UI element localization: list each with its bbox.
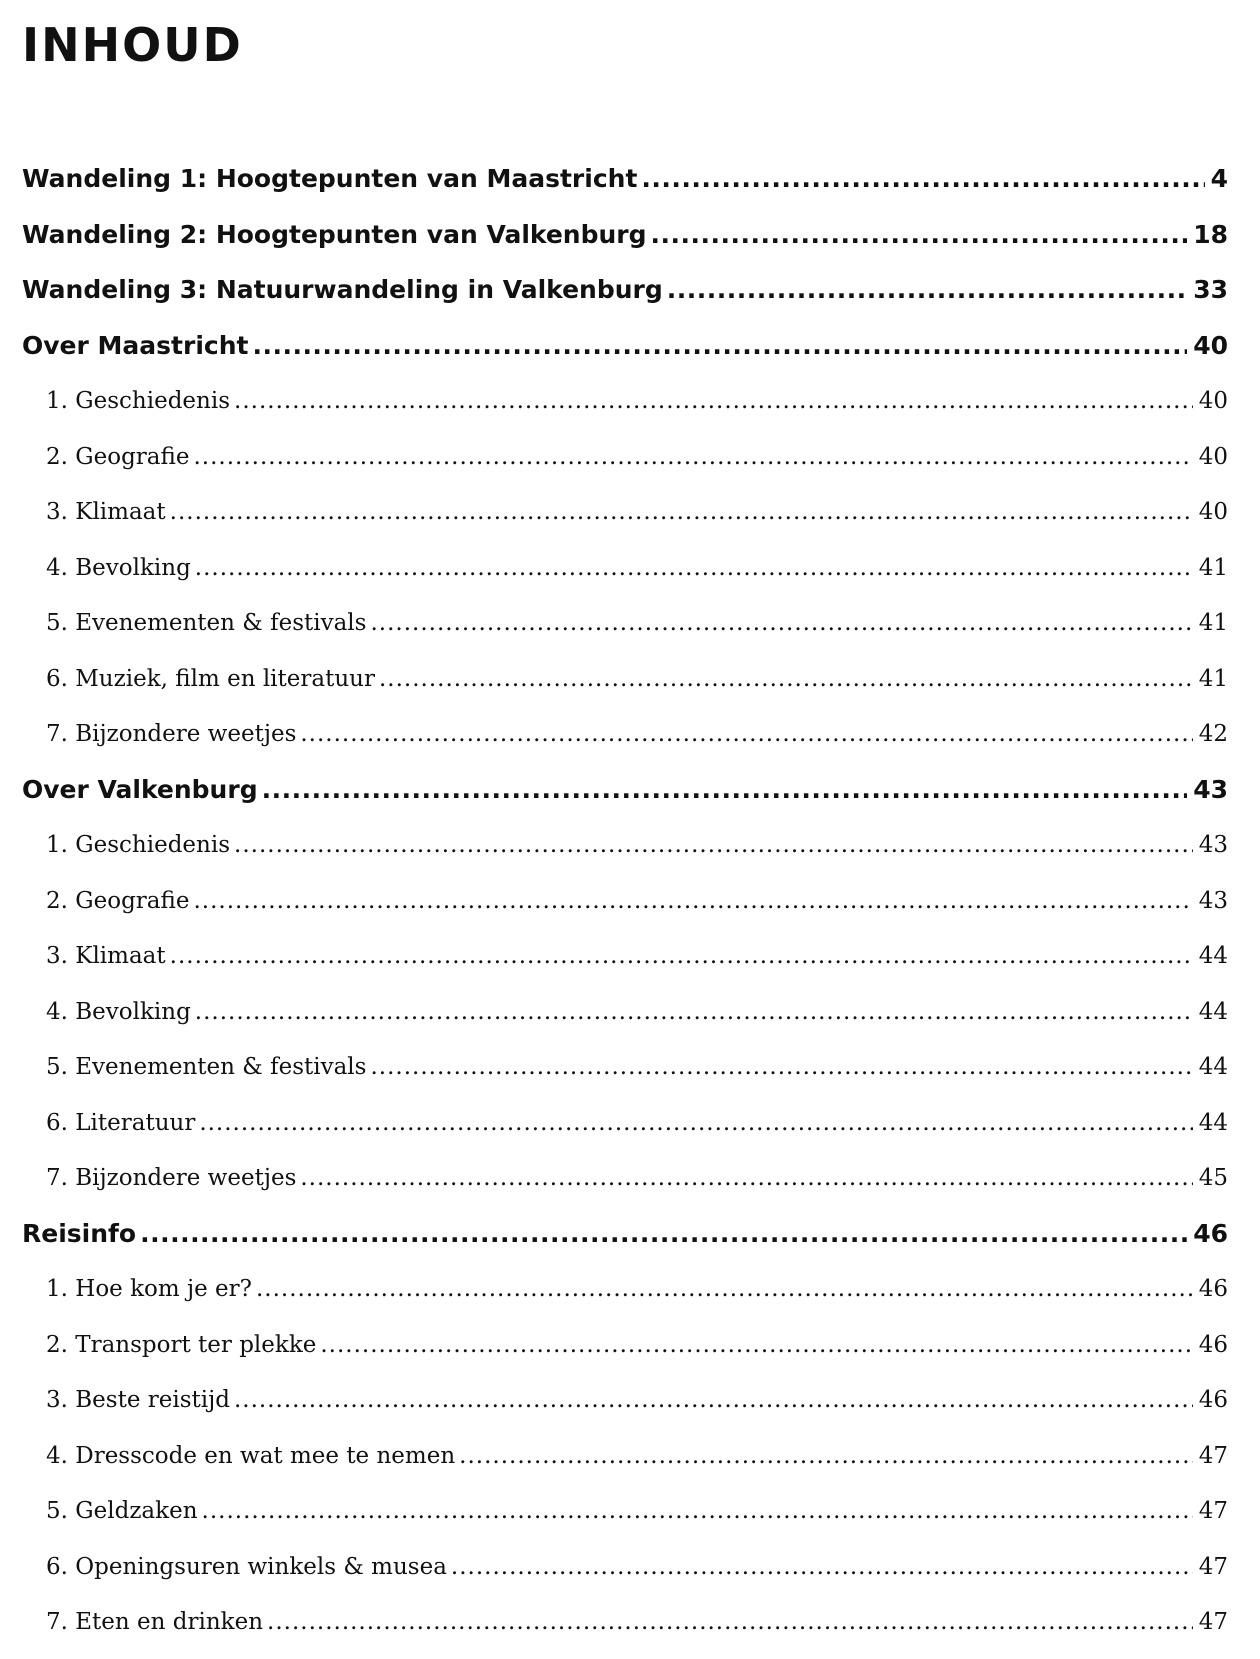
dot-leader [193, 882, 1192, 920]
dot-leader [199, 1104, 1192, 1142]
toc-subsection-entry[interactable] [22, 1326, 1228, 1382]
dot-leader [641, 160, 1204, 198]
toc-entry-label: Reisinfo [22, 1218, 137, 1248]
dot-leader [320, 1326, 1192, 1364]
toc-page-number: 47 [1198, 1553, 1228, 1580]
toc-section-entry[interactable] [22, 1215, 1228, 1271]
toc-subsection-entry[interactable] [22, 826, 1228, 882]
dot-leader [170, 493, 1193, 531]
toc-list [22, 160, 1228, 1659]
toc-subsection-entry[interactable] [22, 1270, 1228, 1326]
toc-entry-label: Over Maastricht [22, 330, 249, 360]
page-title: INHOUD [22, 18, 243, 72]
toc-subsection-entry[interactable] [22, 1492, 1228, 1548]
toc-subsection-entry[interactable] [22, 1159, 1228, 1215]
dot-leader [195, 549, 1193, 587]
toc-entry-label: 4. Dresscode en wat mee te nemen [46, 1442, 456, 1469]
toc-entry-label: 5. Evenementen & festivals [46, 610, 367, 636]
toc-page-number: 18 [1193, 219, 1228, 249]
dot-leader [262, 771, 1188, 809]
toc-entry-label: 3. Klimaat [46, 943, 166, 969]
toc-subsection-entry[interactable] [22, 438, 1228, 494]
dot-leader [300, 1159, 1192, 1197]
toc-entry-label: 6. Literatuur [46, 1109, 196, 1136]
dot-leader [234, 1381, 1193, 1419]
toc-page-number: 33 [1193, 275, 1228, 304]
toc-subsection-entry[interactable] [22, 660, 1228, 716]
toc-page-number: 4 [1210, 164, 1228, 193]
toc-subsection-entry[interactable] [22, 604, 1228, 660]
toc-page-number: 44 [1198, 1054, 1228, 1080]
toc-subsection-entry[interactable] [22, 549, 1228, 605]
toc-subsection-entry[interactable] [22, 1548, 1228, 1604]
toc-page-number: 41 [1198, 610, 1228, 636]
toc-entry-label: 5. Geldzaken [46, 1498, 198, 1524]
toc-entry-label: 6. Muziek, film en literatuur [46, 665, 375, 692]
toc-page-number: 43 [1198, 887, 1228, 914]
toc-section-entry[interactable] [22, 327, 1228, 383]
toc-subsection-entry[interactable] [22, 715, 1228, 771]
dot-leader [451, 1548, 1193, 1586]
dot-leader [300, 715, 1192, 753]
toc-page-number: 45 [1198, 1165, 1228, 1191]
toc-entry-label: 3. Klimaat [46, 499, 166, 525]
toc-entry-label: 3. Beste reistijd [46, 1387, 230, 1413]
toc-entry-label: 4. Bevolking [46, 554, 191, 581]
toc-page-number: 40 [1198, 443, 1228, 470]
toc-page-number: 43 [1198, 832, 1228, 858]
toc-section-entry[interactable] [22, 160, 1228, 216]
toc-section-entry[interactable] [22, 271, 1228, 327]
dot-leader [195, 993, 1193, 1031]
toc-page-number: 47 [1198, 1609, 1228, 1635]
toc-entry-label: 7. Eten en drinken [46, 1609, 264, 1635]
dot-leader [170, 937, 1193, 975]
toc-entry-label: Wandeling 2: Hoogtepunten van Valkenburg [22, 219, 647, 249]
toc-entry-label: 7. Bijzondere weetjes [46, 1165, 297, 1191]
toc-entry-label: 2. Geografie [46, 443, 190, 470]
dot-leader [651, 216, 1188, 254]
dot-leader [256, 1270, 1193, 1308]
toc-entry-label: Wandeling 3: Natuurwandeling in Valkenburg [22, 275, 663, 304]
dot-leader [667, 271, 1187, 309]
dot-leader [459, 1437, 1193, 1475]
dot-leader [140, 1215, 1187, 1253]
toc-entry-label: Over Valkenburg [22, 774, 258, 804]
toc-subsection-entry[interactable] [22, 1104, 1228, 1160]
toc-subsection-entry[interactable] [22, 1437, 1228, 1493]
toc-entry-label: 2. Geografie [46, 887, 190, 914]
dot-leader [370, 604, 1192, 642]
toc-page-number: 46 [1198, 1387, 1228, 1413]
toc-entry-label: 6. Openingsuren winkels & musea [46, 1553, 447, 1580]
toc-entry-label: 7. Bijzondere weetjes [46, 721, 297, 747]
toc-entry-label: 1. Geschiedenis [46, 832, 231, 858]
toc-page-number: 44 [1198, 943, 1228, 969]
toc-section-entry[interactable] [22, 216, 1228, 272]
toc-page-number: 46 [1198, 1331, 1228, 1358]
dot-leader [234, 382, 1193, 420]
toc-page-number: 41 [1198, 554, 1228, 581]
toc-page-number: 47 [1198, 1442, 1228, 1469]
toc-page-number: 40 [1198, 388, 1228, 414]
toc-subsection-entry[interactable] [22, 493, 1228, 549]
toc-page-number: 47 [1198, 1498, 1228, 1524]
dot-leader [252, 327, 1187, 365]
toc-page-number: 44 [1198, 998, 1228, 1025]
toc-subsection-entry[interactable] [22, 382, 1228, 438]
toc-entry-label: 1. Geschiedenis [46, 388, 231, 414]
toc-page-number: 40 [1193, 330, 1228, 360]
dot-leader [379, 660, 1193, 698]
toc-subsection-entry[interactable] [22, 1603, 1228, 1659]
toc-entry-label: 5. Evenementen & festivals [46, 1054, 367, 1080]
toc-entry-label: 1. Hoe kom je er? [46, 1276, 252, 1302]
toc-subsection-entry[interactable] [22, 1048, 1228, 1104]
toc-section-entry[interactable] [22, 771, 1228, 827]
toc-entry-label: 4. Bevolking [46, 998, 191, 1025]
toc-subsection-entry[interactable] [22, 993, 1228, 1049]
dot-leader [267, 1603, 1193, 1641]
toc-entry-label: Wandeling 1: Hoogtepunten van Maastricht [22, 164, 638, 193]
toc-page-number: 43 [1193, 774, 1228, 804]
toc-subsection-entry[interactable] [22, 1381, 1228, 1437]
toc-entry-label: 2. Transport ter plekke [46, 1331, 317, 1358]
toc-subsection-entry[interactable] [22, 937, 1228, 993]
toc-page-number: 41 [1198, 665, 1228, 692]
dot-leader [234, 826, 1193, 864]
toc-page-number: 42 [1198, 721, 1228, 747]
toc-page-number: 40 [1198, 499, 1228, 525]
toc-page-number: 46 [1198, 1276, 1228, 1302]
toc-subsection-entry[interactable] [22, 882, 1228, 938]
toc-page-number: 44 [1198, 1109, 1228, 1136]
toc-page-number: 46 [1193, 1218, 1228, 1248]
dot-leader [370, 1048, 1192, 1086]
dot-leader [202, 1492, 1193, 1530]
dot-leader [193, 438, 1192, 476]
